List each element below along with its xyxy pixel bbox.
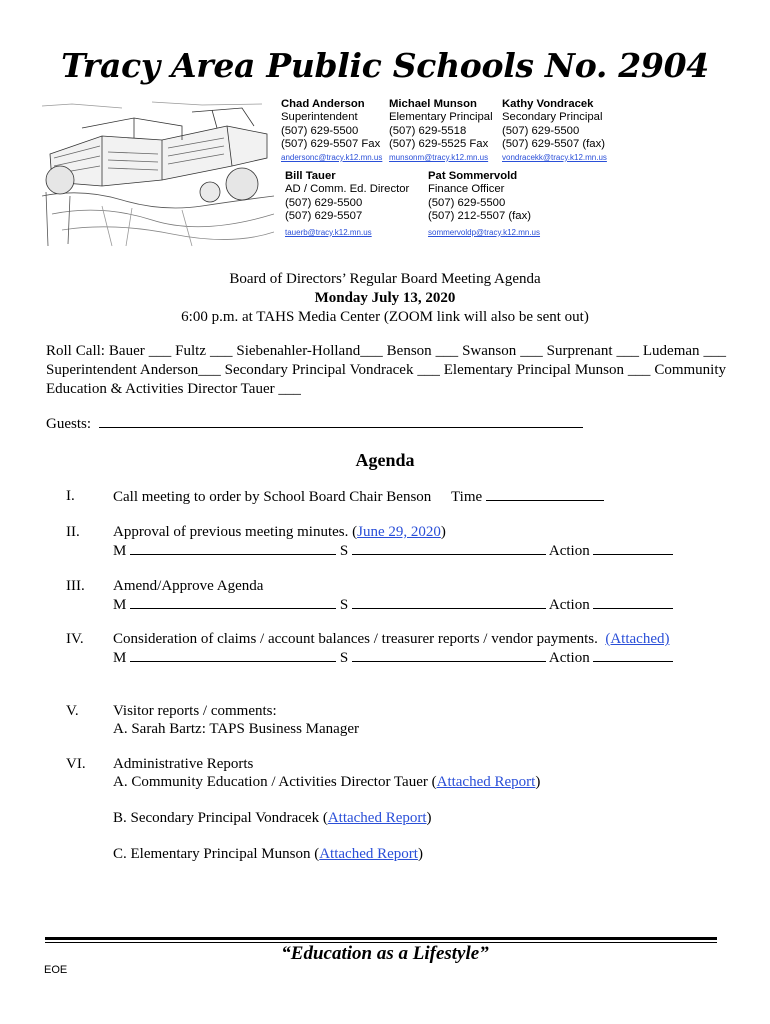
staff-email-link[interactable]: andersonc@tracy.k12.mn.us — [281, 152, 383, 162]
s-label: S — [339, 650, 349, 666]
action-blank[interactable] — [593, 595, 673, 609]
staff-email-link[interactable]: vondracekk@tracy.k12.mn.us — [502, 152, 607, 162]
staff-email-link[interactable]: sommervoldp@tracy.k12.mn.us — [428, 227, 541, 237]
attached-link[interactable]: (Attached) — [605, 631, 670, 647]
minutes-link[interactable]: June 29, 2020 — [357, 524, 441, 540]
item-text: Approval of previous meeting minutes. ( — [113, 524, 358, 540]
item-number: VI. — [66, 756, 86, 772]
report-text-close: ) — [417, 846, 423, 862]
report-text-close: ) — [426, 810, 432, 826]
staff-card-finance-officer — [428, 170, 540, 239]
report-text-close: ) — [535, 774, 541, 790]
staff-card-superintendent — [281, 98, 382, 164]
attached-report-link[interactable]: Attached Report — [319, 846, 418, 862]
school-title: Tracy Area Public Schools No. 2904 — [61, 46, 709, 85]
item-text: Consideration of claims / account balances / treasurer reports / vendor payments. — [113, 631, 598, 647]
staff-card-ad-director — [285, 170, 409, 239]
item-subtext: A. Sarah Bartz: TAPS Business Manager — [113, 721, 359, 737]
agenda-heading: Agenda — [355, 450, 415, 470]
s-blank[interactable] — [352, 648, 546, 662]
action-blank[interactable] — [593, 648, 673, 662]
meeting-heading: Board of Directors’ Regular Board Meeting Agenda — [229, 271, 541, 287]
staff-role: AD / Comm. Ed. Director — [285, 183, 410, 196]
staff-name: Bill Tauer — [285, 170, 336, 182]
meeting-info — [0, 270, 770, 327]
item-text-close: ) — [440, 524, 446, 540]
s-label: S — [339, 543, 349, 559]
report-text: A. Community Education / Activities Director Tauer ( — [113, 774, 437, 790]
school-building-sketch — [42, 96, 274, 250]
staff-phone: (507) 629-5500 — [285, 196, 363, 209]
attached-report-link[interactable]: Attached Report — [327, 810, 427, 826]
staff-role: Secondary Principal — [502, 111, 603, 124]
s-blank[interactable] — [352, 541, 546, 555]
guests-blank-line[interactable] — [99, 414, 583, 428]
action-label: Action — [548, 597, 590, 613]
staff-role: Finance Officer — [428, 183, 505, 196]
staff-phone: (507) 629-5518 — [389, 124, 467, 137]
action-label: Action — [548, 650, 590, 666]
staff-phone: (507) 629-5500 — [428, 196, 506, 209]
footer-motto: “Education as a Lifestyle” — [281, 943, 489, 964]
motion-row — [113, 595, 723, 614]
staff-fax: (507) 629-5507 Fax — [281, 138, 381, 151]
item-number: III. — [66, 578, 85, 594]
motion-row — [113, 541, 723, 560]
staff-name: Chad Anderson — [281, 98, 365, 110]
staff-fax: (507) 629-5525 Fax — [389, 138, 489, 151]
item-number: IV. — [66, 631, 84, 647]
staff-email-link[interactable]: munsonm@tracy.k12.mn.us — [389, 152, 489, 162]
s-label: S — [339, 597, 349, 613]
m-blank[interactable] — [130, 541, 336, 555]
staff-phone: (507) 629-5500 — [281, 124, 359, 137]
staff-name: Pat Sommervold — [428, 170, 518, 182]
eoe-label: EOE — [44, 964, 68, 976]
roll-call: Roll Call: Bauer ___ Fultz ___ Siebenahler-Holland___ Benson ___ Swanson ___ Surprenant ___ Ludeman ___ Superintendent Anderson___ Secondary Principal Vondracek ___ Elementary Principal Munson ___ Community Education & Activities Director Tauer ___ — [46, 343, 726, 397]
staff-card-secondary-principal — [502, 98, 607, 164]
action-blank[interactable] — [593, 541, 673, 555]
s-blank[interactable] — [352, 595, 546, 609]
staff-name: Michael Munson — [389, 98, 477, 110]
staff-name: Kathy Vondracek — [502, 98, 594, 110]
m-blank[interactable] — [130, 648, 336, 662]
item-text: Visitor reports / comments: — [113, 703, 277, 719]
meeting-date: Monday July 13, 2020 — [314, 290, 456, 306]
footer-rule-thick — [45, 937, 717, 940]
item-text: Call meeting to order by School Board Chair Benson — [113, 489, 432, 505]
time-label: Time — [451, 489, 483, 505]
report-text: C. Elementary Principal Munson ( — [113, 846, 320, 862]
item-text: Administrative Reports — [113, 756, 254, 772]
guests-label: Guests: — [46, 416, 91, 432]
m-blank[interactable] — [130, 595, 336, 609]
staff-role: Elementary Principal — [389, 111, 493, 124]
staff-email-link[interactable]: tauerb@tracy.k12.mn.us — [285, 227, 372, 237]
staff-role: Superintendent — [281, 111, 358, 124]
m-label: M — [113, 597, 127, 613]
staff-card-elementary-principal — [389, 98, 493, 164]
attached-report-link[interactable]: Attached Report — [436, 774, 536, 790]
guests-row — [46, 414, 583, 433]
staff-fax: (507) 629-5507 — [285, 210, 363, 223]
item-text: Amend/Approve Agenda — [113, 578, 264, 594]
motion-row — [113, 648, 723, 667]
item-number: V. — [66, 703, 79, 719]
item-number: II. — [66, 524, 80, 540]
admin-report-c — [113, 845, 423, 863]
meeting-time-place: 6:00 p.m. at TAHS Media Center (ZOOM link will also be sent out) — [181, 309, 589, 325]
m-label: M — [113, 543, 127, 559]
admin-report-a — [113, 773, 540, 791]
staff-phone: (507) 629-5500 — [502, 124, 580, 137]
action-label: Action — [548, 543, 590, 559]
time-blank[interactable] — [486, 487, 604, 501]
staff-fax: (507) 212-5507 (fax) — [428, 210, 531, 223]
m-label: M — [113, 650, 127, 666]
staff-fax: (507) 629-5507 (fax) — [502, 138, 605, 151]
admin-report-b — [113, 809, 432, 827]
item-number: I. — [66, 488, 75, 504]
report-text: B. Secondary Principal Vondracek ( — [113, 810, 328, 826]
